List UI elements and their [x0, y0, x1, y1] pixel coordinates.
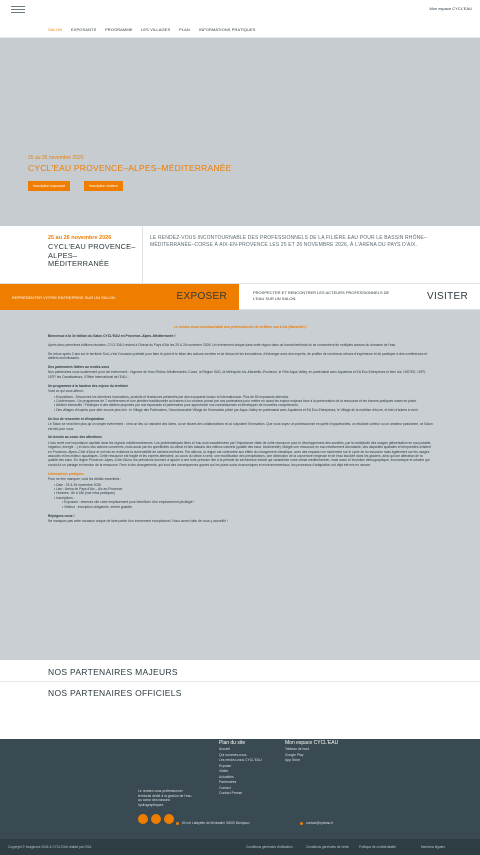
account-link[interactable]: Google Play — [285, 752, 304, 757]
hero-date: 25 au 26 novembre 2026 — [28, 155, 84, 161]
event-info-left — [0, 226, 143, 284]
program-list — [54, 395, 433, 413]
visitor-signup-button[interactable]: Inscription visiteur — [84, 181, 123, 191]
needs-paragraph: L'eau revet une importance capitale dans les régions méditerranéennes. Les problématiques liées à l'eau sont caractérisées par l'importance vitale de cette ressource pour le développement des sociétés, par la multiplicité des usages (alimentation en eau potable, irrigation, énergie…) et donc des acteurs concernés, mais aussi par les spécificités du climat et des bassins des milieux naturels (qualité des eaux, biodiversité). Malgré une ressource en eau relativement abondante, des disparités spatiales et temporelles existent en Provence–Alpes–Côte d'Azur et ont mis en évidence la vulnérabilité de certains territoires. Par ailleurs, la région est confrontée aux effets du changement climatique, avec des impacts non seulement sur le cycle de la ressource mais également sur les usages associés et les milieux aquatiques. Cette ressource est fragile et les experts attendent, au cours du siècle à venir, une modification des précipitations, une diminution de la couverture neigeuse et de l'eau stockée dans les glaciers, ainsi qu'une altération de la qualité des eaux. En région Provence–Alpes–Côte d'Azur, les prévisions donnent à ajouter à une forte pression liée à la période de sécheresse estival qui caractérise notre climat méditerranéen, mais aussi à l'évolution démographique, économique et urbaine qui conduit à un partage en tension de la ressource. Face à des changements, qui sont des conséquences graves sur les plans socio-économiques et environnementaux, les processus d'adaptation ont déjà été mis en oeuvre. — [48, 440, 432, 467]
address-text: 60 rue Lafayette de Montsalier 30000 Montpaux — [182, 821, 250, 825]
main-nav — [0, 19, 480, 38]
official-partners-heading: NOS PARTENAIRES OFFICIELS — [48, 688, 182, 698]
legal-link[interactable]: Mentions légales — [421, 845, 445, 849]
sitemap-link[interactable]: Actualités — [219, 774, 234, 779]
menu-icon[interactable] — [11, 6, 25, 14]
legal-link[interactable]: Politique de confidentialité — [359, 845, 397, 849]
top-bar — [0, 0, 480, 19]
footer-about: Le rendez-vous professionnel territorial dédié à la gestion de l'eau au coeur des bassins hydrographiques — [138, 789, 192, 807]
program-heading: Un programme à la hauteur des enjeux du territoire — [48, 383, 129, 388]
exhibitor-signup-button[interactable]: Inscription exposant — [28, 181, 70, 191]
sitemap-link[interactable]: Contact — [219, 785, 231, 790]
nav-item-salon[interactable]: SALON — [48, 27, 63, 32]
list-item: • Expositions : Découvrez les dernières innovations, produits et tendances présentés par des exposants locaux et internationaux. Plus de 80 exposants attendus. — [54, 395, 433, 399]
social-icon[interactable] — [151, 814, 161, 824]
footer-address — [176, 821, 250, 825]
account-link[interactable]: App Store — [285, 758, 301, 762]
list-item: • Horaires : 8h à 18h (voir infos pratiques) — [54, 491, 433, 495]
visit-cta-text: PROSPECTER ET RENCONTRER LES ACTEURS PROFESSIONNELS DE L'EAU SUR UN SALON. — [253, 290, 390, 301]
registration-list — [62, 500, 433, 509]
sitemap-link[interactable]: Les rendez-vous CYCL'EAU — [219, 758, 262, 762]
bottom-bar — [0, 839, 480, 855]
copyright: Copyright © Imaginove 2026 & CYCL'EAU réalisé par OSA — [8, 845, 92, 849]
needs-heading: Un besoin au coeur des attentions — [48, 435, 102, 440]
nav-item-exposants[interactable]: EXPOSANTS — [71, 27, 97, 32]
divider — [0, 681, 480, 682]
nav-item-programme[interactable]: PROGRAMME — [105, 27, 133, 32]
sitemap-link[interactable]: Qui sommes-nous — [219, 752, 247, 757]
sitemap-link[interactable]: Partenaires — [219, 780, 237, 784]
list-item: • Conférences : Un programme de 7 conférences et une plénière traditionnelle au travers d'un contenu pensé par nos partenaires pour mettre en avant les enjeux majeurs face à la préservation de la ressource et les bonnes pratiques mises en place. — [54, 399, 433, 403]
meeting-paragraph: Le Salon se veut bien plus qu'un simple événement : c'est un lieu où naissent des idées, où se tissent des collaborations et où s'ajoutent l'innovation. Que vous soyez un professionnel en quête d'opportunités, un étudiant curieux ou un amateur passionné, ce Salon est fait pour vous. — [48, 422, 433, 431]
footer-email[interactable] — [300, 821, 333, 825]
location-icon — [176, 822, 179, 825]
practical-heading: Informations pratiques — [48, 471, 84, 476]
partners-paragraph: Nos partenaires nous soutiennent pour cet événement : l'agence de l'eau Rhône–Méditerranée–Corse, la Région SUD, la Métropole Aix–Marseille–Provence, le Pôle Aqua-Valley, en partenariat avec Aquaterra et EA Eco-Entreprises et bien sûr, l'ASTEE, l'ATR, l'ATP, les Canalisateurs, l'Office International de l'EAU… — [48, 370, 426, 379]
account-title: Mon espace CYCL'EAU — [285, 740, 339, 746]
nav-item-infos[interactable]: INFORMATIONS PRATIQUES — [199, 27, 256, 32]
practical-list — [54, 483, 433, 501]
email-text: contact@cycleau.fr — [306, 821, 334, 825]
event-description: LE RENDEZ-VOUS INCONTOURNABLE DES PROFESSIONNELS DE LA FILIÈRE EAU POUR LE BASSIN RHÔNE–MÉDITERRANÉE–CORSE À AIX-EN-PROVENCE LES 25 ET 26 NOVEMBRE 2026, À L'ARÉNA DU PAYS D'AIX. — [150, 235, 427, 248]
visit-cta[interactable] — [239, 284, 480, 310]
list-item: • Date : 25 & 26 novembre 2026 — [54, 483, 433, 487]
exhibit-cta-label: EXPOSER — [176, 291, 227, 302]
hero-banner — [0, 38, 480, 226]
program-intro: Voici ce qui vous attend : — [48, 389, 85, 394]
sitemap-list — [219, 747, 262, 797]
sitemap-title: Plan du site — [219, 740, 246, 746]
nav-item-villages[interactable]: LES VILLAGES — [141, 27, 171, 32]
sitemap-link[interactable]: Contact Presse — [219, 791, 243, 795]
article-body — [48, 325, 433, 528]
exhibit-cta-text: REPRÉSENTER VOTRE ENTREPRISE SUR UN SALON. — [12, 295, 116, 300]
article-welcome: Bienvenue à la 3e édition du Salon CYCL'EAU en Provence–Alpes–Méditerranée ! — [48, 333, 176, 338]
event-info — [0, 226, 480, 284]
list-item: • Lieu : Aréna du Pays d'Aix – Aix-en-Provence — [54, 487, 433, 491]
join-heading: Rejoignez-nous ! — [48, 513, 75, 518]
article-section — [0, 310, 480, 660]
mail-icon — [300, 822, 303, 825]
meeting-heading: Un lieu de rencontre et d'inspiration — [48, 416, 105, 421]
list-item: • Visiteur : inscription obligatoire, entrée gratuite. — [62, 505, 433, 509]
legal-link[interactable]: Conditions générales de vente — [306, 845, 350, 849]
exhibit-cta[interactable] — [0, 284, 239, 310]
account-link[interactable]: Tableau de bord — [285, 747, 310, 751]
account-link[interactable]: Mon espace CYCL'EAU — [429, 6, 472, 11]
sitemap-link[interactable]: Exposer — [219, 763, 232, 768]
sitemap-link[interactable]: Accueil — [219, 747, 230, 751]
nav-item-plan[interactable]: PLAN — [179, 27, 190, 32]
hero-title: CYCL'EAU PROVENCE–ALPES–MÉDITERRANÉE — [28, 163, 232, 173]
event-title: CYCL'EAU PROVENCE–ALPES–MÉDITERRANÉE — [48, 242, 136, 268]
cta-row — [0, 284, 480, 310]
list-item: • Des villages d'experts pour aller encore plus loin : le Village des Partenaires, l'incontournable Village de l'innovation piloté par Aqua–Valley en partenariat avec Aquaterra et EA Eco-Entreprises, le Village de la maîtrise d'éuvre, et bien d'autres à venir. — [54, 408, 433, 412]
social-icon[interactable] — [164, 814, 174, 824]
visit-cta-label: VISITER — [427, 291, 468, 302]
social-icon[interactable] — [138, 814, 148, 824]
account-list — [285, 747, 309, 764]
list-item: • Ateliers interactifs : Participez à des ateliers proposés par nos exposants et partenaires pour approfondir vos connaissances et développer de nouvelles compétences. — [54, 403, 433, 407]
list-item: • Exposant : réservez vite votre emplacement pour bénéficier d'un emplacement privilégié ! — [62, 500, 433, 504]
major-partners-heading: NOS PARTENAIRES MAJEURS — [48, 667, 178, 677]
practical-intro: Pour ne rien manquer, voici les détails essentiels : — [48, 477, 122, 482]
event-date: 25 au 26 novembre 2026 — [48, 235, 112, 241]
sitemap-link[interactable]: Visiter — [219, 769, 229, 773]
footer — [0, 739, 480, 839]
partners-section — [0, 660, 480, 739]
article-lead: Le rendez-vous incontournable des professionnels de la filière eau à Aix (Marseille) ! — [174, 325, 307, 329]
join-paragraph: Ne manquez pas cette occasion unique de faire partie d'un événement exceptionnel. Nous avons hâte de vous y accueillir ! — [48, 518, 228, 523]
article-paragraph: De retour après 2 ans sur le territoire Sud, c'est l'occasion parfaite pour faire le point et le bilan des actions menées et de découvrir les innovations, d'échanger avec des experts, de profiter de nombreux retours d'expérience et de participer à des conférences et ateliers enrichissants. — [48, 351, 428, 361]
partners-heading: Des partenaires fidèles au rendez-vous — [48, 365, 110, 370]
social-links — [138, 811, 177, 829]
legal-link[interactable]: Conditions générales d'utilisation — [246, 845, 293, 849]
list-item: • Inscriptions : — [54, 496, 433, 500]
article-paragraph: Après deux premières éditions réussies, CYCL'EAU revient à l'Aréna du Pays d'Aix les 25 & 26 novembre 2026. Un événement unique dans cette région dans un format territorial où se concentrent de multiples acteurs du domaine de l'eau. — [48, 342, 397, 347]
